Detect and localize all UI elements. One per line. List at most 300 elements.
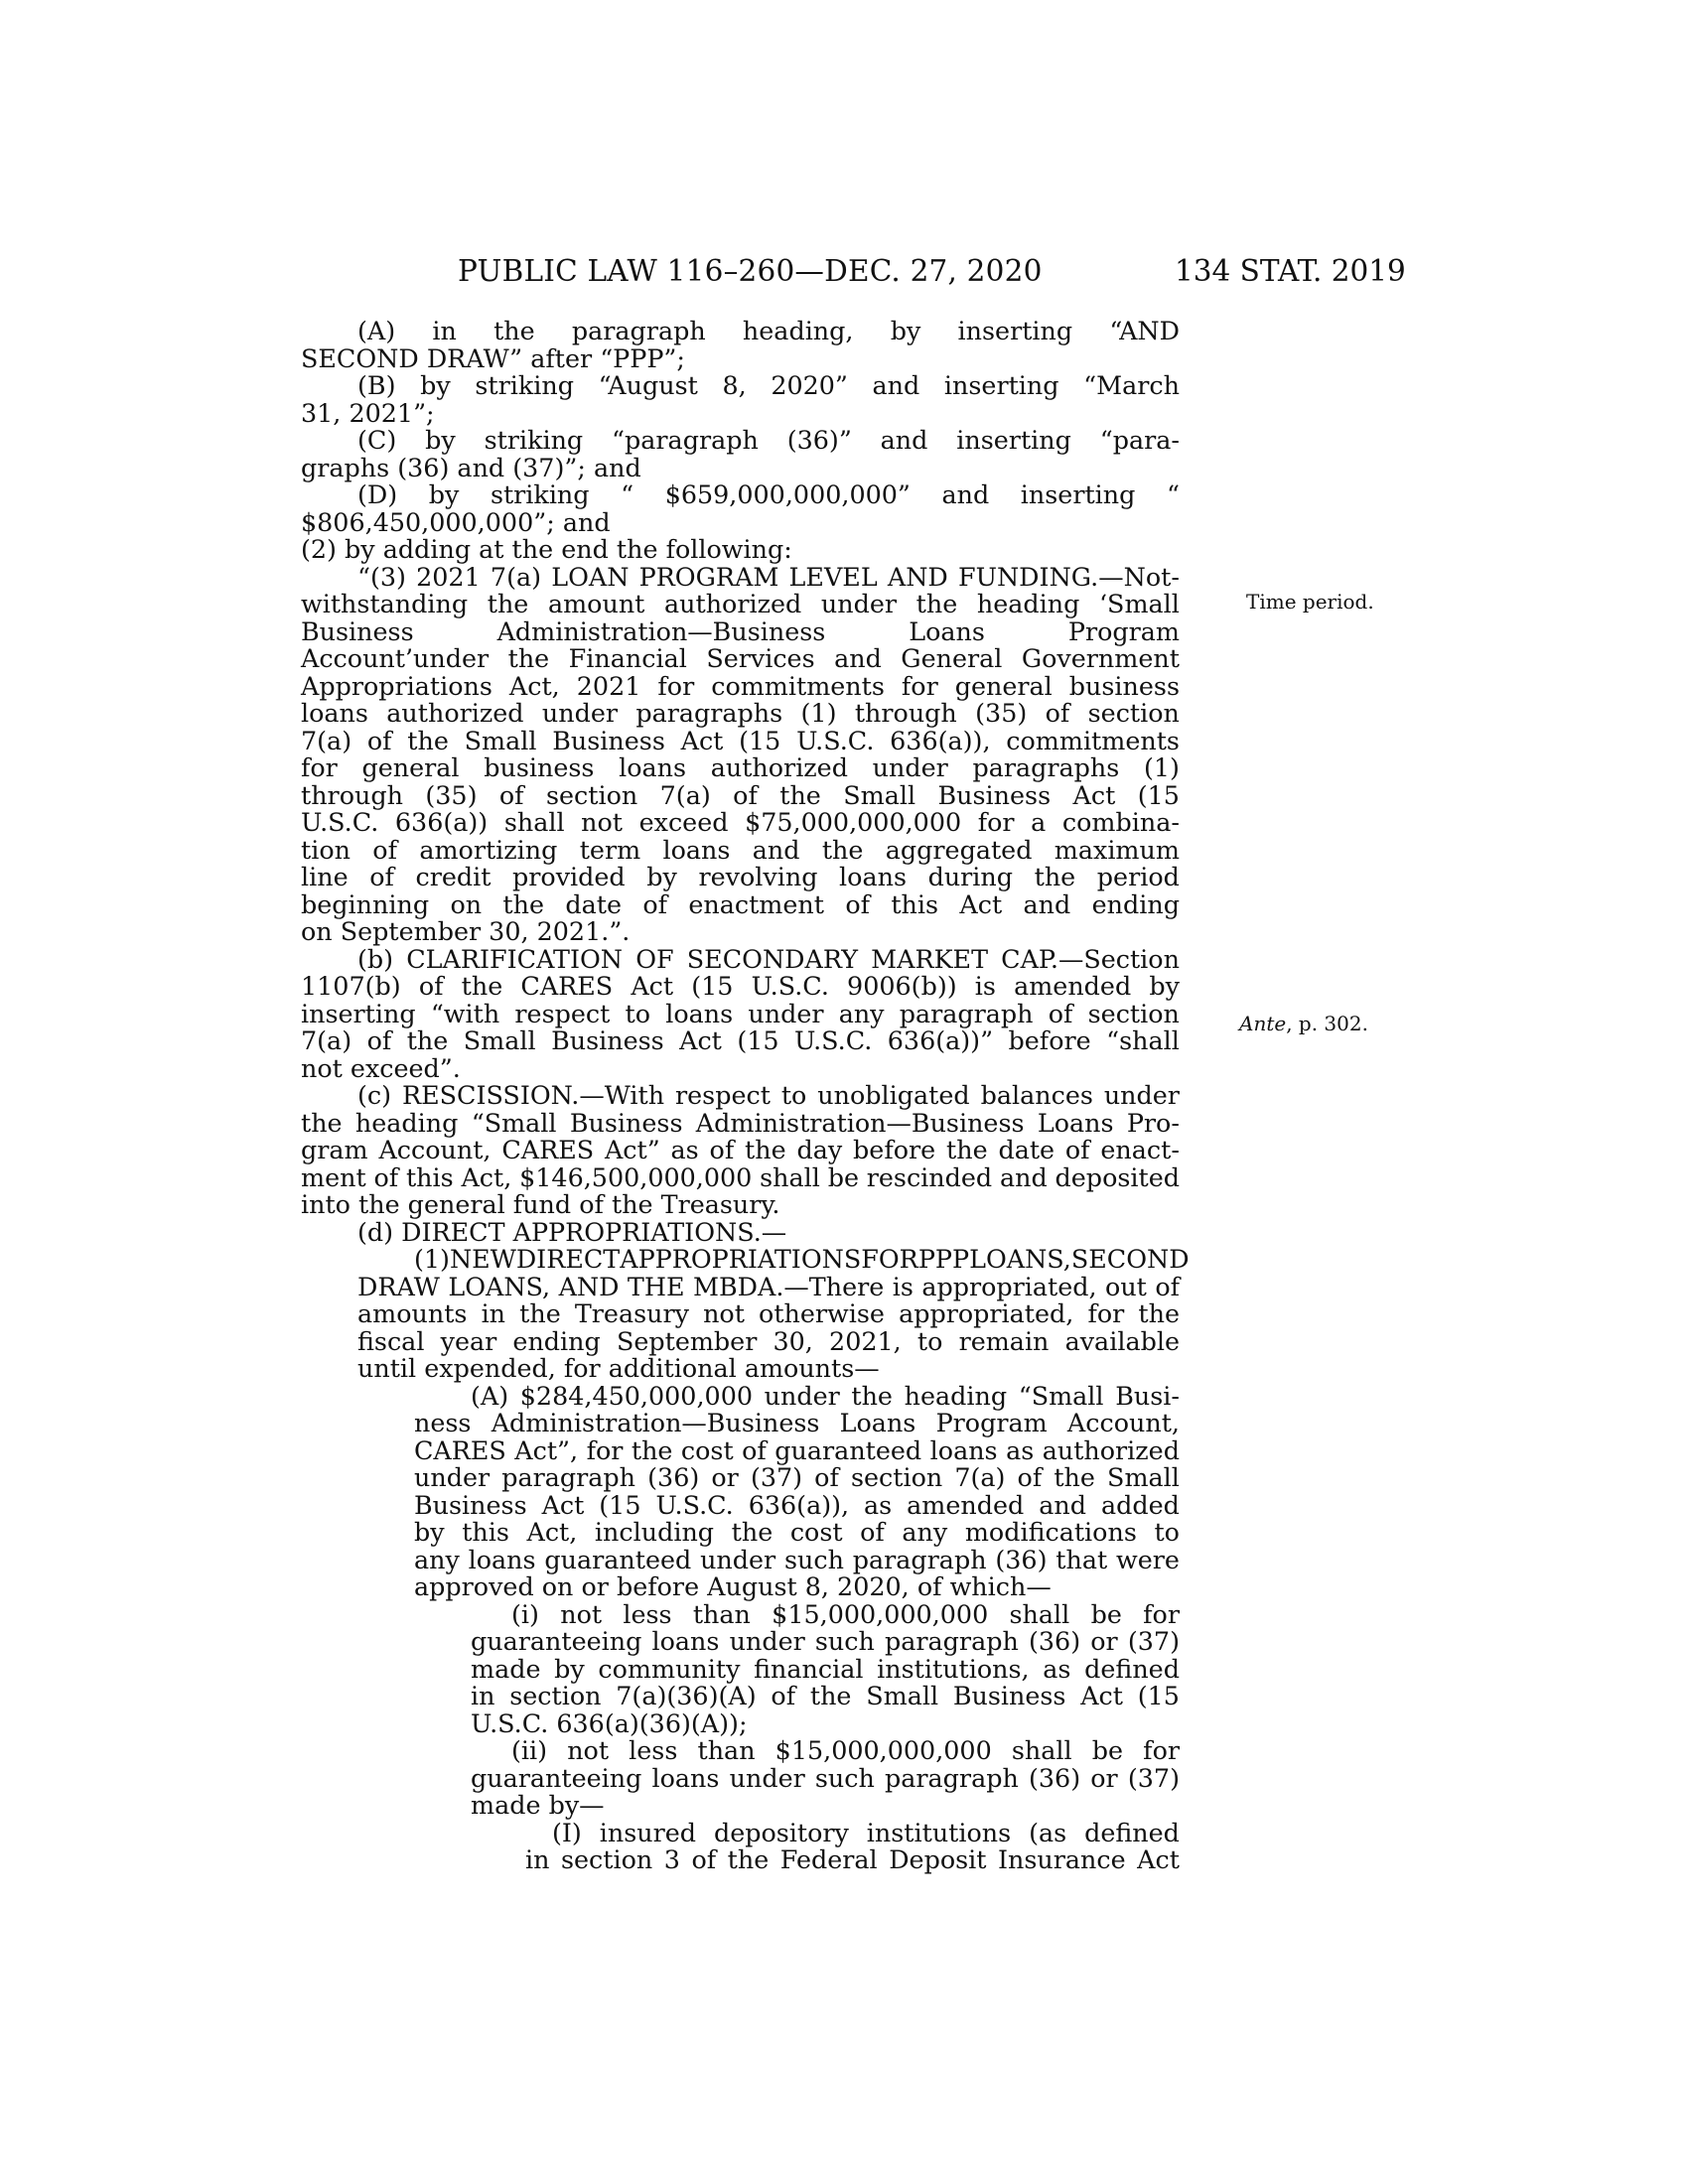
word: (as <box>1029 1817 1067 1847</box>
word: PPP <box>917 1244 970 1274</box>
word: any <box>414 1544 460 1574</box>
word: by <box>646 862 677 891</box>
text-line: approved on or before August 8, 2020, of which— <box>414 1571 1052 1601</box>
word: (15 <box>739 725 781 755</box>
word: of <box>771 1681 796 1710</box>
word: (i) <box>511 1598 539 1629</box>
word: the <box>731 1517 774 1547</box>
word: Account, <box>1066 1408 1180 1437</box>
word: before <box>1008 1025 1091 1055</box>
word: rescinded <box>866 1161 993 1192</box>
word: and <box>880 425 928 455</box>
word: guaranteed <box>544 1544 692 1574</box>
word: 7(a) <box>301 1025 352 1055</box>
word: shall <box>1011 1735 1072 1765</box>
word: general <box>954 670 1053 701</box>
word: Administration—Business <box>496 615 826 646</box>
word: Small <box>1107 1462 1180 1492</box>
word: and <box>752 834 800 865</box>
word: inserting <box>957 316 1073 345</box>
word: guaranteeing <box>471 1762 642 1793</box>
word: any <box>902 1517 948 1547</box>
word: appropriated, <box>899 1298 1074 1328</box>
word: aggregated <box>885 834 1033 865</box>
word: of <box>498 779 524 810</box>
text-line <box>301 1464 1180 1492</box>
text-line <box>301 973 1180 1001</box>
word: during <box>927 862 1014 891</box>
word: modifications <box>964 1517 1137 1547</box>
word: APPROPRIATIONS <box>620 1244 862 1274</box>
word: 9006(b)) <box>847 971 957 1001</box>
word: in <box>525 1844 550 1874</box>
word: enact- <box>1100 1135 1180 1164</box>
text-line <box>301 1653 1180 1684</box>
word: such <box>783 1544 844 1574</box>
text-line: $806,450,000,000”; and <box>301 506 611 537</box>
word: paragraph <box>852 1544 987 1574</box>
word: depository <box>713 1817 849 1847</box>
word: is <box>892 1271 914 1301</box>
word: of <box>691 1844 717 1874</box>
word: paragraph <box>899 998 1034 1028</box>
text-line <box>301 834 1180 865</box>
text-line <box>301 888 1180 919</box>
word: Act <box>680 725 724 755</box>
word: under <box>872 752 948 782</box>
word: the <box>1034 862 1076 891</box>
word: PROGRAM <box>638 561 779 592</box>
word: otherwise <box>759 1298 885 1328</box>
word: the <box>493 316 535 345</box>
word: unobligated <box>817 1080 970 1110</box>
word: balances <box>980 1080 1093 1110</box>
word: THE <box>627 1271 685 1301</box>
word: Small <box>464 725 537 755</box>
word: this <box>462 1517 509 1547</box>
word: cost <box>680 1434 734 1465</box>
word: heading <box>354 1107 459 1138</box>
word: the <box>461 971 503 1001</box>
word: of <box>733 779 758 810</box>
word: Services <box>706 643 815 673</box>
word: revolving <box>698 862 818 891</box>
word: heading, <box>742 316 854 345</box>
word: defined <box>1084 1653 1180 1684</box>
word: a <box>1031 807 1047 837</box>
word: under <box>541 698 618 728</box>
word: of <box>845 888 870 919</box>
word: institutions, <box>877 1653 1030 1684</box>
word: the <box>745 1135 786 1164</box>
word: this <box>891 888 939 919</box>
word: CARES <box>501 1135 595 1164</box>
word: authorized <box>710 752 848 782</box>
word: (1) <box>414 1244 450 1274</box>
word: 636(a))” <box>887 1025 994 1055</box>
word: be <box>1090 1598 1122 1629</box>
word: $146,500,000,000 <box>519 1161 753 1192</box>
word: through <box>301 779 403 810</box>
word: “August <box>598 370 698 400</box>
text-line <box>301 1137 1180 1164</box>
word: 7(a) <box>301 725 352 755</box>
word: “(3) <box>357 561 406 592</box>
word: striking <box>475 370 574 400</box>
word: (36) <box>1028 1762 1081 1793</box>
word: as <box>670 1135 699 1164</box>
word: as <box>1043 1653 1071 1684</box>
word: 636(a)), <box>890 725 991 755</box>
word: (35) <box>425 779 478 810</box>
word: (36) <box>1028 1626 1081 1656</box>
text-line <box>301 1683 1180 1710</box>
word: be <box>1091 1735 1124 1765</box>
word: such <box>814 1762 875 1793</box>
word: Government <box>1021 643 1180 673</box>
word: Pro- <box>1126 1107 1180 1138</box>
word: loans <box>651 1626 720 1656</box>
word: of <box>1064 1135 1090 1164</box>
word: striking <box>490 479 590 509</box>
word: added <box>1100 1489 1180 1520</box>
word: the <box>727 1844 770 1874</box>
text-line: not exceed”. <box>301 1052 461 1083</box>
word: of <box>366 1025 392 1055</box>
statute-page-number: 134 STAT. 2019 <box>1175 254 1406 288</box>
text-line <box>301 318 1180 345</box>
word: paragraph <box>885 1626 1019 1656</box>
text-line: SECOND DRAW” after “PPP”; <box>301 342 685 373</box>
word: U.S.C. <box>301 807 379 837</box>
word: Deposit <box>889 1844 987 1874</box>
word: Act, <box>526 1517 578 1547</box>
word: Program <box>1067 615 1180 646</box>
word: Act <box>1072 779 1116 810</box>
word: out <box>1105 1271 1147 1301</box>
text-line: (2) by adding at the end the following: <box>301 534 792 564</box>
word: $75,000,000,000 <box>745 807 962 837</box>
word: for <box>301 752 338 782</box>
margin-note-ante-page: , p. 302. <box>1286 1012 1368 1035</box>
word: business <box>484 752 595 782</box>
text-line <box>301 481 1180 509</box>
word: (D) <box>357 479 398 509</box>
word: ness <box>414 1408 472 1437</box>
word: of <box>814 1462 839 1492</box>
text-line <box>301 1846 1180 1874</box>
word: (36)” <box>786 425 852 455</box>
word: or <box>1090 1626 1118 1656</box>
word: ‘Small <box>1098 589 1180 618</box>
word: of <box>742 1434 767 1465</box>
word: for <box>1087 1298 1125 1328</box>
word: “Small <box>471 1107 557 1138</box>
word: by <box>420 370 451 400</box>
word: Financial <box>568 643 687 673</box>
word: Small <box>843 779 916 810</box>
word: Insurance <box>998 1844 1126 1874</box>
word: (37) <box>1127 1626 1180 1656</box>
word: of <box>642 888 668 919</box>
word: (B) <box>357 370 396 400</box>
word: shall <box>760 1161 820 1192</box>
word: (15 <box>599 1489 641 1520</box>
word: to <box>916 1325 943 1356</box>
word: Loans <box>839 1408 916 1437</box>
word: Loans <box>1037 1107 1114 1138</box>
word: withstanding <box>301 589 469 618</box>
word: the <box>631 1434 673 1465</box>
word: of <box>1048 998 1073 1028</box>
word: heading <box>904 1380 1008 1411</box>
word: U.S.C. <box>794 1025 873 1055</box>
text-line <box>301 1489 1180 1520</box>
word: Small <box>866 1681 939 1710</box>
word: the <box>406 1025 449 1055</box>
word: provided <box>512 862 626 891</box>
word: available <box>1064 1325 1180 1356</box>
word: (15 <box>691 971 734 1001</box>
word: the <box>502 888 545 919</box>
word: SECONDARY <box>686 943 858 974</box>
word: heading <box>976 589 1080 618</box>
word: inserting <box>943 370 1059 400</box>
word: business <box>1068 670 1180 701</box>
word: paragraphs <box>635 698 783 728</box>
word: deposited <box>1055 1161 1180 1192</box>
word: as <box>864 1489 893 1520</box>
text-line <box>301 1434 1180 1465</box>
word: “ <box>1166 479 1180 509</box>
word: (c) <box>357 1080 392 1110</box>
word: paragraph <box>885 1762 1019 1793</box>
word: than <box>692 1598 751 1629</box>
word: loans <box>651 1762 720 1793</box>
text-line <box>301 1762 1180 1793</box>
word: LOANS, <box>969 1244 1071 1274</box>
word: section <box>561 1844 653 1874</box>
word: “shall <box>1106 1025 1180 1055</box>
text-line <box>301 372 1180 400</box>
word: “para- <box>1099 425 1180 455</box>
word: section <box>850 1462 943 1492</box>
word: the <box>809 1681 852 1710</box>
word: of <box>1155 1271 1180 1301</box>
word: Act <box>959 888 1003 919</box>
word: Business <box>569 1107 683 1138</box>
word: amended <box>907 1489 1025 1520</box>
word: 2021 <box>416 561 481 592</box>
word: in <box>432 316 457 345</box>
word: of <box>1017 1462 1043 1492</box>
word: institutions <box>866 1817 1012 1847</box>
word: AND <box>558 1271 620 1301</box>
word: under <box>729 1626 805 1656</box>
word: of <box>709 1135 735 1164</box>
word: day <box>796 1135 843 1164</box>
word: (b) <box>357 943 394 974</box>
word: to <box>780 1080 807 1110</box>
word: FOR <box>861 1244 918 1274</box>
word: (36) <box>647 1462 700 1492</box>
word: (15 <box>737 1025 779 1055</box>
word: loans <box>468 1544 536 1574</box>
word: LOAN <box>551 561 630 592</box>
word: defined <box>1084 1817 1180 1847</box>
word: Act <box>1137 1844 1180 1874</box>
word: and <box>1039 1489 1087 1520</box>
word: 30, <box>773 1325 813 1356</box>
public-law-citation: PUBLIC LAW 116–260—DEC. 27, 2020 <box>458 254 1043 288</box>
word: Act, <box>461 1161 512 1192</box>
word: inserting <box>1020 479 1136 509</box>
word: or <box>711 1462 739 1492</box>
word: under <box>729 1762 805 1793</box>
word: 2021, <box>829 1325 902 1356</box>
text-line: into the general fund of the Treasury. <box>301 1189 780 1219</box>
word: the <box>821 834 864 865</box>
text-line <box>301 1410 1180 1437</box>
word: of <box>366 725 392 755</box>
text-line <box>301 700 1180 728</box>
word: enactment <box>688 888 824 919</box>
word: Act <box>631 971 674 1001</box>
word: 7(a) <box>490 561 542 592</box>
text-line: 31, 2021”; <box>301 397 435 428</box>
word: and <box>1023 888 1071 919</box>
word: (ii) <box>511 1735 548 1765</box>
word: year <box>440 1325 497 1356</box>
word: authorized <box>1042 1434 1180 1465</box>
word: credit <box>415 862 492 891</box>
word: loans <box>929 1434 998 1465</box>
text-line <box>301 1325 1180 1356</box>
word: combina- <box>1061 807 1180 837</box>
text-line <box>301 998 1180 1028</box>
word: Business <box>551 1025 664 1055</box>
word: 2020” <box>771 370 848 400</box>
word: (1) <box>800 698 837 728</box>
word: Small <box>463 1025 536 1055</box>
word: Loans <box>909 615 985 646</box>
word: (35) <box>975 698 1028 728</box>
word: for <box>657 670 695 701</box>
text-line <box>301 427 1180 455</box>
word: for <box>901 670 938 701</box>
word: and <box>941 479 990 509</box>
text-line <box>301 1027 1180 1055</box>
word: RESCISSION.—With <box>401 1080 665 1110</box>
word: by <box>554 1653 585 1684</box>
text-line <box>301 591 1180 618</box>
body-text <box>301 316 1190 1874</box>
word: not <box>581 807 624 837</box>
word: Administration—Business <box>491 1408 820 1437</box>
word: amount <box>547 589 645 618</box>
word: the <box>779 779 821 810</box>
word: (A) <box>357 316 396 345</box>
text-line: U.S.C. 636(a)(36)(A)); <box>471 1707 748 1738</box>
word: inserting <box>301 998 416 1028</box>
text-line <box>301 725 1180 755</box>
text-line <box>301 779 1180 810</box>
word: such <box>814 1626 875 1656</box>
word: general <box>361 752 460 782</box>
word: the <box>519 1298 561 1328</box>
text-line <box>301 1598 1180 1629</box>
text-line: made by— <box>471 1790 605 1820</box>
word: appropriated, <box>921 1271 1097 1301</box>
word: shall <box>503 807 565 837</box>
word: Act”, <box>514 1434 579 1465</box>
word: and <box>872 370 920 400</box>
word: “Small <box>1018 1380 1104 1411</box>
word: FUNDING.—Not- <box>957 561 1180 592</box>
text-line <box>301 1161 1180 1192</box>
word: Act, <box>508 670 560 701</box>
word: ending <box>1091 888 1180 919</box>
word: or <box>1090 1762 1118 1793</box>
word: ending <box>512 1325 601 1356</box>
word: and <box>999 1161 1048 1192</box>
margin-note-time-period: Time period. <box>1246 590 1374 614</box>
word: loans <box>619 752 687 782</box>
word: 1107(b) <box>301 971 401 1001</box>
text-line <box>301 561 1180 592</box>
word: remain <box>958 1325 1050 1356</box>
margin-note-ante <box>1239 1012 1368 1035</box>
word: insured <box>599 1817 697 1847</box>
word: Appropriations <box>301 670 492 701</box>
word: the <box>851 1380 893 1411</box>
word: section <box>545 779 638 810</box>
word: commitments <box>711 670 885 701</box>
word: 8, <box>722 370 747 400</box>
word: less <box>629 1735 678 1765</box>
word: on <box>450 888 483 919</box>
word: LEVEL <box>788 561 878 592</box>
word: U.S.C. <box>751 971 829 1001</box>
word: ment <box>301 1161 366 1192</box>
word: by <box>425 425 456 455</box>
word: Business <box>552 725 665 755</box>
word: “March <box>1083 370 1180 400</box>
word: of <box>418 971 444 1001</box>
word: inserting <box>956 425 1071 455</box>
word: in <box>481 1298 506 1328</box>
word: respect <box>514 998 611 1028</box>
word: (I) <box>552 1817 582 1847</box>
word: of <box>373 1161 399 1192</box>
word: the <box>946 1135 988 1164</box>
word: in <box>471 1681 495 1710</box>
word: were <box>1115 1544 1180 1574</box>
word: DRAW <box>357 1271 440 1301</box>
word: the <box>301 1107 343 1138</box>
word: line <box>301 862 349 891</box>
word: Business <box>937 779 1052 810</box>
word: under <box>1103 1080 1180 1110</box>
word: before <box>853 1135 936 1164</box>
text-line <box>301 1628 1180 1656</box>
word: to <box>625 998 651 1028</box>
text-line <box>301 1271 1180 1301</box>
word: CARES <box>520 971 614 1001</box>
word: than <box>697 1735 756 1765</box>
word: Act <box>541 1489 585 1520</box>
word: of <box>860 1517 885 1547</box>
